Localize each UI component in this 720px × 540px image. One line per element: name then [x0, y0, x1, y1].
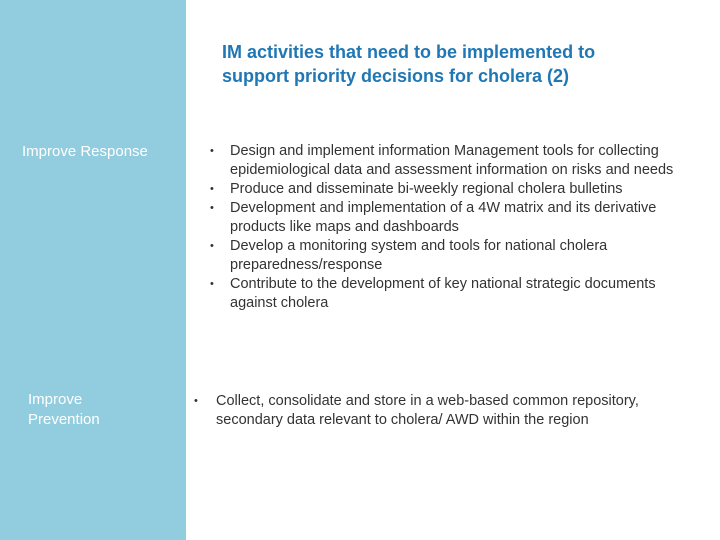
bullet-text: Collect, consolidate and store in a web-based common repository, secondary data relevant to cholera/ AWD within the region	[216, 393, 639, 428]
list-item	[210, 180, 680, 199]
list-item	[210, 237, 680, 275]
bullet-text: Develop a monitoring system and tools for national cholera preparedness/response	[230, 238, 608, 273]
section-label-improve-prevention: Improve Prevention	[28, 391, 100, 428]
section-label-improve-response: Improve Response	[22, 143, 148, 160]
bullet-text: Design and implement information Management tools for collecting epidemiological data and assessment information on risks and needs	[230, 143, 674, 178]
bullet-icon: •	[210, 278, 214, 290]
bullet-text: Contribute to the development of key national strategic documents against cholera	[230, 276, 656, 311]
bullet-icon: •	[210, 145, 214, 157]
list-item	[194, 392, 676, 430]
bullet-icon: •	[210, 183, 214, 195]
slide-title: IM activities that need to be implemented to support priority decisions for cholera (2)	[222, 42, 596, 86]
list-item	[210, 142, 680, 180]
bullet-text: Development and implementation of a 4W matrix and its derivative products like maps and dashboards	[230, 200, 657, 235]
list-item	[210, 199, 680, 237]
prevention-bullet-list	[194, 392, 676, 430]
sidebar-panel	[0, 0, 186, 540]
bullet-icon: •	[210, 202, 214, 214]
bullet-text: Produce and disseminate bi-weekly regional cholera bulletins	[230, 181, 623, 197]
bullet-icon: •	[210, 240, 214, 252]
response-bullet-list	[210, 142, 680, 313]
bullet-icon: •	[194, 395, 198, 407]
list-item	[210, 275, 680, 313]
